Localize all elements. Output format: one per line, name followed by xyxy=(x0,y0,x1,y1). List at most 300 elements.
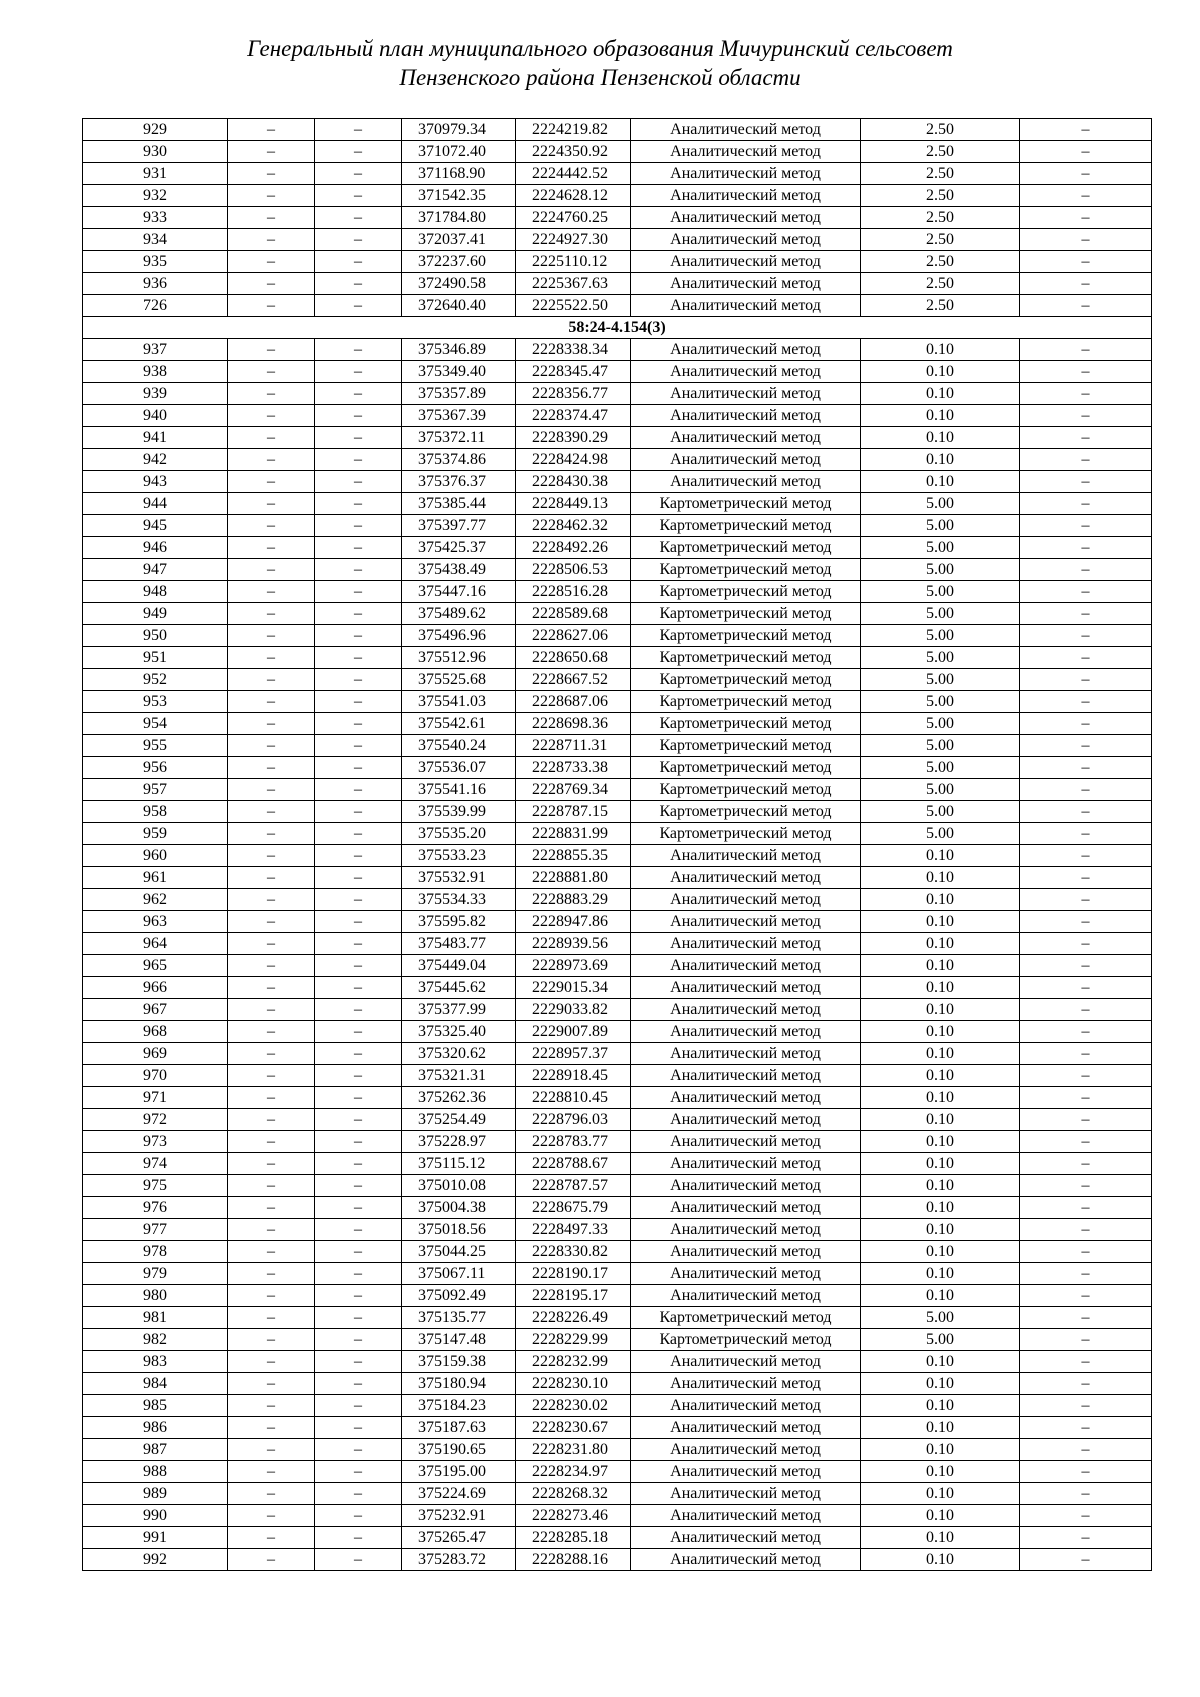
point-number-cell: 970 xyxy=(83,1065,228,1087)
description-cell: – xyxy=(1020,911,1152,933)
description-cell: – xyxy=(1020,1065,1152,1087)
method-cell: Аналитический метод xyxy=(631,977,861,999)
method-cell: Аналитический метод xyxy=(631,163,861,185)
dash-cell: – xyxy=(315,1307,402,1329)
method-cell: Аналитический метод xyxy=(631,955,861,977)
dash-cell: – xyxy=(315,735,402,757)
method-cell: Аналитический метод xyxy=(631,1109,861,1131)
point-number-cell: 984 xyxy=(83,1373,228,1395)
y-coordinate-cell: 2228234.97 xyxy=(516,1461,631,1483)
description-cell: – xyxy=(1020,185,1152,207)
method-cell: Аналитический метод xyxy=(631,471,861,493)
table-row xyxy=(83,1241,1152,1263)
dash-cell: – xyxy=(315,163,402,185)
y-coordinate-cell: 2228881.80 xyxy=(516,867,631,889)
dash-cell: – xyxy=(228,581,315,603)
x-coordinate-cell: 375357.89 xyxy=(402,383,516,405)
dash-cell: – xyxy=(228,1505,315,1527)
y-coordinate-cell: 2224927.30 xyxy=(516,229,631,251)
method-cell: Аналитический метод xyxy=(631,449,861,471)
x-coordinate-cell: 375320.62 xyxy=(402,1043,516,1065)
point-number-cell: 940 xyxy=(83,405,228,427)
method-cell: Аналитический метод xyxy=(631,295,861,317)
table-row xyxy=(83,493,1152,515)
description-cell: – xyxy=(1020,669,1152,691)
point-number-cell: 944 xyxy=(83,493,228,515)
table-row xyxy=(83,427,1152,449)
description-cell: – xyxy=(1020,1373,1152,1395)
method-cell: Аналитический метод xyxy=(631,1263,861,1285)
precision-cell: 5.00 xyxy=(861,735,1020,757)
table-row xyxy=(83,647,1152,669)
x-coordinate-cell: 375180.94 xyxy=(402,1373,516,1395)
precision-cell: 0.10 xyxy=(861,1109,1020,1131)
table-row xyxy=(83,625,1152,647)
precision-cell: 5.00 xyxy=(861,581,1020,603)
method-cell: Картометрический метод xyxy=(631,1329,861,1351)
x-coordinate-cell: 375535.20 xyxy=(402,823,516,845)
dash-cell: – xyxy=(228,251,315,273)
table-row xyxy=(83,691,1152,713)
dash-cell: – xyxy=(315,361,402,383)
point-number-cell: 982 xyxy=(83,1329,228,1351)
dash-cell: – xyxy=(315,1043,402,1065)
description-cell: – xyxy=(1020,295,1152,317)
table-row xyxy=(83,845,1152,867)
x-coordinate-cell: 375159.38 xyxy=(402,1351,516,1373)
x-coordinate-cell: 375224.69 xyxy=(402,1483,516,1505)
x-coordinate-cell: 375397.77 xyxy=(402,515,516,537)
point-number-cell: 978 xyxy=(83,1241,228,1263)
precision-cell: 2.50 xyxy=(861,207,1020,229)
point-number-cell: 961 xyxy=(83,867,228,889)
precision-cell: 2.50 xyxy=(861,185,1020,207)
dash-cell: – xyxy=(228,449,315,471)
x-coordinate-cell: 375265.47 xyxy=(402,1527,516,1549)
x-coordinate-cell: 375533.23 xyxy=(402,845,516,867)
y-coordinate-cell: 2224442.52 xyxy=(516,163,631,185)
x-coordinate-cell: 375325.40 xyxy=(402,1021,516,1043)
method-cell: Аналитический метод xyxy=(631,1285,861,1307)
table-row xyxy=(83,603,1152,625)
x-coordinate-cell: 375115.12 xyxy=(402,1153,516,1175)
dash-cell: – xyxy=(315,1439,402,1461)
table-row xyxy=(83,713,1152,735)
header-title-line-1: Генеральный план муниципального образования Мичуринский сельсовет xyxy=(247,36,953,61)
x-coordinate-cell: 372237.60 xyxy=(402,251,516,273)
point-number-cell: 956 xyxy=(83,757,228,779)
y-coordinate-cell: 2228698.36 xyxy=(516,713,631,735)
dash-cell: – xyxy=(228,163,315,185)
point-number-cell: 960 xyxy=(83,845,228,867)
x-coordinate-cell: 375542.61 xyxy=(402,713,516,735)
method-cell: Аналитический метод xyxy=(631,999,861,1021)
precision-cell: 5.00 xyxy=(861,537,1020,559)
dash-cell: – xyxy=(228,845,315,867)
point-number-cell: 950 xyxy=(83,625,228,647)
x-coordinate-cell: 375135.77 xyxy=(402,1307,516,1329)
description-cell: – xyxy=(1020,603,1152,625)
precision-cell: 5.00 xyxy=(861,823,1020,845)
method-cell: Аналитический метод xyxy=(631,427,861,449)
method-cell: Аналитический метод xyxy=(631,1439,861,1461)
precision-cell: 0.10 xyxy=(861,933,1020,955)
y-coordinate-cell: 2228497.33 xyxy=(516,1219,631,1241)
point-number-cell: 957 xyxy=(83,779,228,801)
dash-cell: – xyxy=(315,1527,402,1549)
dash-cell: – xyxy=(228,933,315,955)
coordinates-table xyxy=(82,118,1152,1571)
dash-cell: – xyxy=(228,361,315,383)
x-coordinate-cell: 375385.44 xyxy=(402,493,516,515)
method-cell: Картометрический метод xyxy=(631,823,861,845)
y-coordinate-cell: 2228338.34 xyxy=(516,339,631,361)
description-cell: – xyxy=(1020,1153,1152,1175)
y-coordinate-cell: 2228268.32 xyxy=(516,1483,631,1505)
point-number-cell: 964 xyxy=(83,933,228,955)
point-number-cell: 976 xyxy=(83,1197,228,1219)
dash-cell: – xyxy=(228,1175,315,1197)
point-number-cell: 947 xyxy=(83,559,228,581)
precision-cell: 0.10 xyxy=(861,911,1020,933)
dash-cell: – xyxy=(228,889,315,911)
precision-cell: 0.10 xyxy=(861,1549,1020,1571)
description-cell: – xyxy=(1020,1527,1152,1549)
y-coordinate-cell: 2228667.52 xyxy=(516,669,631,691)
table-row xyxy=(83,1263,1152,1285)
point-number-cell: 966 xyxy=(83,977,228,999)
y-coordinate-cell: 2228947.86 xyxy=(516,911,631,933)
table-row xyxy=(83,955,1152,977)
method-cell: Картометрический метод xyxy=(631,801,861,823)
method-cell: Аналитический метод xyxy=(631,1505,861,1527)
precision-cell: 5.00 xyxy=(861,493,1020,515)
dash-cell: – xyxy=(228,273,315,295)
dash-cell: – xyxy=(315,141,402,163)
table-row xyxy=(83,801,1152,823)
table-row xyxy=(83,1197,1152,1219)
x-coordinate-cell: 372640.40 xyxy=(402,295,516,317)
y-coordinate-cell: 2225522.50 xyxy=(516,295,631,317)
point-number-cell: 987 xyxy=(83,1439,228,1461)
dash-cell: – xyxy=(315,1241,402,1263)
dash-cell: – xyxy=(228,1549,315,1571)
precision-cell: 0.10 xyxy=(861,977,1020,999)
dash-cell: – xyxy=(228,339,315,361)
method-cell: Аналитический метод xyxy=(631,1549,861,1571)
dash-cell: – xyxy=(228,1263,315,1285)
point-number-cell: 971 xyxy=(83,1087,228,1109)
point-number-cell: 981 xyxy=(83,1307,228,1329)
x-coordinate-cell: 375372.11 xyxy=(402,427,516,449)
x-coordinate-cell: 371168.90 xyxy=(402,163,516,185)
y-coordinate-cell: 2228769.34 xyxy=(516,779,631,801)
dash-cell: – xyxy=(315,1461,402,1483)
point-number-cell: 989 xyxy=(83,1483,228,1505)
description-cell: – xyxy=(1020,1483,1152,1505)
precision-cell: 0.10 xyxy=(861,1153,1020,1175)
precision-cell: 5.00 xyxy=(861,757,1020,779)
dash-cell: – xyxy=(228,999,315,1021)
point-number-cell: 973 xyxy=(83,1131,228,1153)
method-cell: Картометрический метод xyxy=(631,581,861,603)
dash-cell: – xyxy=(315,1065,402,1087)
dash-cell: – xyxy=(315,779,402,801)
y-coordinate-cell: 2228796.03 xyxy=(516,1109,631,1131)
x-coordinate-cell: 375321.31 xyxy=(402,1065,516,1087)
dash-cell: – xyxy=(228,229,315,251)
x-coordinate-cell: 375004.38 xyxy=(402,1197,516,1219)
y-coordinate-cell: 2228374.47 xyxy=(516,405,631,427)
method-cell: Аналитический метод xyxy=(631,1065,861,1087)
table-row xyxy=(83,1461,1152,1483)
table-row xyxy=(83,999,1152,1021)
dash-cell: – xyxy=(228,647,315,669)
y-coordinate-cell: 2229033.82 xyxy=(516,999,631,1021)
y-coordinate-cell: 2224628.12 xyxy=(516,185,631,207)
dash-cell: – xyxy=(315,1131,402,1153)
x-coordinate-cell: 371784.80 xyxy=(402,207,516,229)
y-coordinate-cell: 2228430.38 xyxy=(516,471,631,493)
dash-cell: – xyxy=(228,713,315,735)
method-cell: Аналитический метод xyxy=(631,1351,861,1373)
point-number-cell: 955 xyxy=(83,735,228,757)
y-coordinate-cell: 2228288.16 xyxy=(516,1549,631,1571)
table-row xyxy=(83,1351,1152,1373)
point-number-cell: 945 xyxy=(83,515,228,537)
table-row xyxy=(83,1549,1152,1571)
table-row xyxy=(83,1395,1152,1417)
precision-cell: 0.10 xyxy=(861,339,1020,361)
table-row xyxy=(83,867,1152,889)
dash-cell: – xyxy=(315,493,402,515)
description-cell: – xyxy=(1020,1219,1152,1241)
table-row xyxy=(83,339,1152,361)
y-coordinate-cell: 2228424.98 xyxy=(516,449,631,471)
dash-cell: – xyxy=(315,471,402,493)
point-number-cell: 959 xyxy=(83,823,228,845)
dash-cell: – xyxy=(315,1329,402,1351)
dash-cell: – xyxy=(315,295,402,317)
dash-cell: – xyxy=(315,405,402,427)
method-cell: Аналитический метод xyxy=(631,1461,861,1483)
dash-cell: – xyxy=(228,625,315,647)
point-number-cell: 991 xyxy=(83,1527,228,1549)
method-cell: Аналитический метод xyxy=(631,1131,861,1153)
dash-cell: – xyxy=(315,625,402,647)
table-row xyxy=(83,779,1152,801)
description-cell: – xyxy=(1020,1285,1152,1307)
method-cell: Аналитический метод xyxy=(631,911,861,933)
dash-cell: – xyxy=(228,779,315,801)
method-cell: Аналитический метод xyxy=(631,1395,861,1417)
dash-cell: – xyxy=(228,405,315,427)
method-cell: Аналитический метод xyxy=(631,933,861,955)
description-cell: – xyxy=(1020,691,1152,713)
dash-cell: – xyxy=(228,383,315,405)
dash-cell: – xyxy=(315,119,402,141)
point-number-cell: 943 xyxy=(83,471,228,493)
description-cell: – xyxy=(1020,1329,1152,1351)
x-coordinate-cell: 375541.03 xyxy=(402,691,516,713)
table-row xyxy=(83,977,1152,999)
dash-cell: – xyxy=(228,1153,315,1175)
dash-cell: – xyxy=(228,1043,315,1065)
dash-cell: – xyxy=(228,295,315,317)
x-coordinate-cell: 371072.40 xyxy=(402,141,516,163)
x-coordinate-cell: 375539.99 xyxy=(402,801,516,823)
method-cell: Картометрический метод xyxy=(631,625,861,647)
dash-cell: – xyxy=(228,185,315,207)
method-cell: Картометрический метод xyxy=(631,647,861,669)
y-coordinate-cell: 2228650.68 xyxy=(516,647,631,669)
y-coordinate-cell: 2224219.82 xyxy=(516,119,631,141)
y-coordinate-cell: 2228492.26 xyxy=(516,537,631,559)
y-coordinate-cell: 2228810.45 xyxy=(516,1087,631,1109)
y-coordinate-cell: 2228788.67 xyxy=(516,1153,631,1175)
method-cell: Аналитический метод xyxy=(631,889,861,911)
dash-cell: – xyxy=(315,889,402,911)
dash-cell: – xyxy=(315,251,402,273)
description-cell: – xyxy=(1020,1307,1152,1329)
point-number-cell: 938 xyxy=(83,361,228,383)
table-row xyxy=(83,1021,1152,1043)
dash-cell: – xyxy=(228,1417,315,1439)
table-row xyxy=(83,1285,1152,1307)
method-cell: Картометрический метод xyxy=(631,515,861,537)
precision-cell: 2.50 xyxy=(861,251,1020,273)
x-coordinate-cell: 375283.72 xyxy=(402,1549,516,1571)
method-cell: Картометрический метод xyxy=(631,669,861,691)
method-cell: Картометрический метод xyxy=(631,537,861,559)
x-coordinate-cell: 375092.49 xyxy=(402,1285,516,1307)
x-coordinate-cell: 375195.00 xyxy=(402,1461,516,1483)
description-cell: – xyxy=(1020,1395,1152,1417)
description-cell: – xyxy=(1020,757,1152,779)
dash-cell: – xyxy=(228,1439,315,1461)
description-cell: – xyxy=(1020,625,1152,647)
table-row xyxy=(83,1043,1152,1065)
table-row xyxy=(83,581,1152,603)
description-cell: – xyxy=(1020,1175,1152,1197)
dash-cell: – xyxy=(315,185,402,207)
precision-cell: 0.10 xyxy=(861,1219,1020,1241)
description-cell: – xyxy=(1020,867,1152,889)
method-cell: Аналитический метод xyxy=(631,1153,861,1175)
point-number-cell: 962 xyxy=(83,889,228,911)
x-coordinate-cell: 375346.89 xyxy=(402,339,516,361)
precision-cell: 0.10 xyxy=(861,471,1020,493)
precision-cell: 0.10 xyxy=(861,405,1020,427)
y-coordinate-cell: 2228230.67 xyxy=(516,1417,631,1439)
table-row xyxy=(83,141,1152,163)
dash-cell: – xyxy=(315,977,402,999)
table-row xyxy=(83,1109,1152,1131)
description-cell: – xyxy=(1020,581,1152,603)
y-coordinate-cell: 2228918.45 xyxy=(516,1065,631,1087)
y-coordinate-cell: 2224350.92 xyxy=(516,141,631,163)
description-cell: – xyxy=(1020,427,1152,449)
point-number-cell: 954 xyxy=(83,713,228,735)
dash-cell: – xyxy=(228,1021,315,1043)
precision-cell: 2.50 xyxy=(861,229,1020,251)
description-cell: – xyxy=(1020,823,1152,845)
y-coordinate-cell: 2228190.17 xyxy=(516,1263,631,1285)
method-cell: Аналитический метод xyxy=(631,229,861,251)
table-row xyxy=(83,1175,1152,1197)
dash-cell: – xyxy=(315,383,402,405)
point-number-cell: 969 xyxy=(83,1043,228,1065)
description-cell: – xyxy=(1020,977,1152,999)
point-number-cell: 963 xyxy=(83,911,228,933)
table-row xyxy=(83,823,1152,845)
y-coordinate-cell: 2228449.13 xyxy=(516,493,631,515)
description-cell: – xyxy=(1020,229,1152,251)
x-coordinate-cell: 375541.16 xyxy=(402,779,516,801)
precision-cell: 0.10 xyxy=(861,1021,1020,1043)
x-coordinate-cell: 375254.49 xyxy=(402,1109,516,1131)
dash-cell: – xyxy=(228,1241,315,1263)
point-number-cell: 983 xyxy=(83,1351,228,1373)
table-row xyxy=(83,1439,1152,1461)
table-row xyxy=(83,163,1152,185)
point-number-cell: 948 xyxy=(83,581,228,603)
dash-cell: – xyxy=(315,229,402,251)
description-cell: – xyxy=(1020,339,1152,361)
description-cell: – xyxy=(1020,471,1152,493)
method-cell: Аналитический метод xyxy=(631,1175,861,1197)
precision-cell: 0.10 xyxy=(861,1373,1020,1395)
dash-cell: – xyxy=(315,1285,402,1307)
point-number-cell: 972 xyxy=(83,1109,228,1131)
table-row xyxy=(83,229,1152,251)
dash-cell: – xyxy=(315,1087,402,1109)
method-cell: Аналитический метод xyxy=(631,383,861,405)
description-cell: – xyxy=(1020,889,1152,911)
y-coordinate-cell: 2228390.29 xyxy=(516,427,631,449)
y-coordinate-cell: 2229007.89 xyxy=(516,1021,631,1043)
dash-cell: – xyxy=(228,801,315,823)
table-row xyxy=(83,537,1152,559)
dash-cell: – xyxy=(315,1351,402,1373)
dash-cell: – xyxy=(228,691,315,713)
table-row xyxy=(83,735,1152,757)
table-row xyxy=(83,361,1152,383)
point-number-cell: 931 xyxy=(83,163,228,185)
y-coordinate-cell: 2228229.99 xyxy=(516,1329,631,1351)
x-coordinate-cell: 370979.34 xyxy=(402,119,516,141)
point-number-cell: 937 xyxy=(83,339,228,361)
y-coordinate-cell: 2228589.68 xyxy=(516,603,631,625)
x-coordinate-cell: 375232.91 xyxy=(402,1505,516,1527)
description-cell: – xyxy=(1020,383,1152,405)
description-cell: – xyxy=(1020,801,1152,823)
dash-cell: – xyxy=(315,603,402,625)
table-row xyxy=(83,515,1152,537)
y-coordinate-cell: 2228831.99 xyxy=(516,823,631,845)
x-coordinate-cell: 375377.99 xyxy=(402,999,516,1021)
x-coordinate-cell: 372490.58 xyxy=(402,273,516,295)
table-row xyxy=(83,1153,1152,1175)
x-coordinate-cell: 371542.35 xyxy=(402,185,516,207)
method-cell: Картометрический метод xyxy=(631,559,861,581)
dash-cell: – xyxy=(315,691,402,713)
description-cell: – xyxy=(1020,141,1152,163)
precision-cell: 0.10 xyxy=(861,889,1020,911)
precision-cell: 0.10 xyxy=(861,1417,1020,1439)
point-number-cell: 934 xyxy=(83,229,228,251)
description-cell: – xyxy=(1020,559,1152,581)
